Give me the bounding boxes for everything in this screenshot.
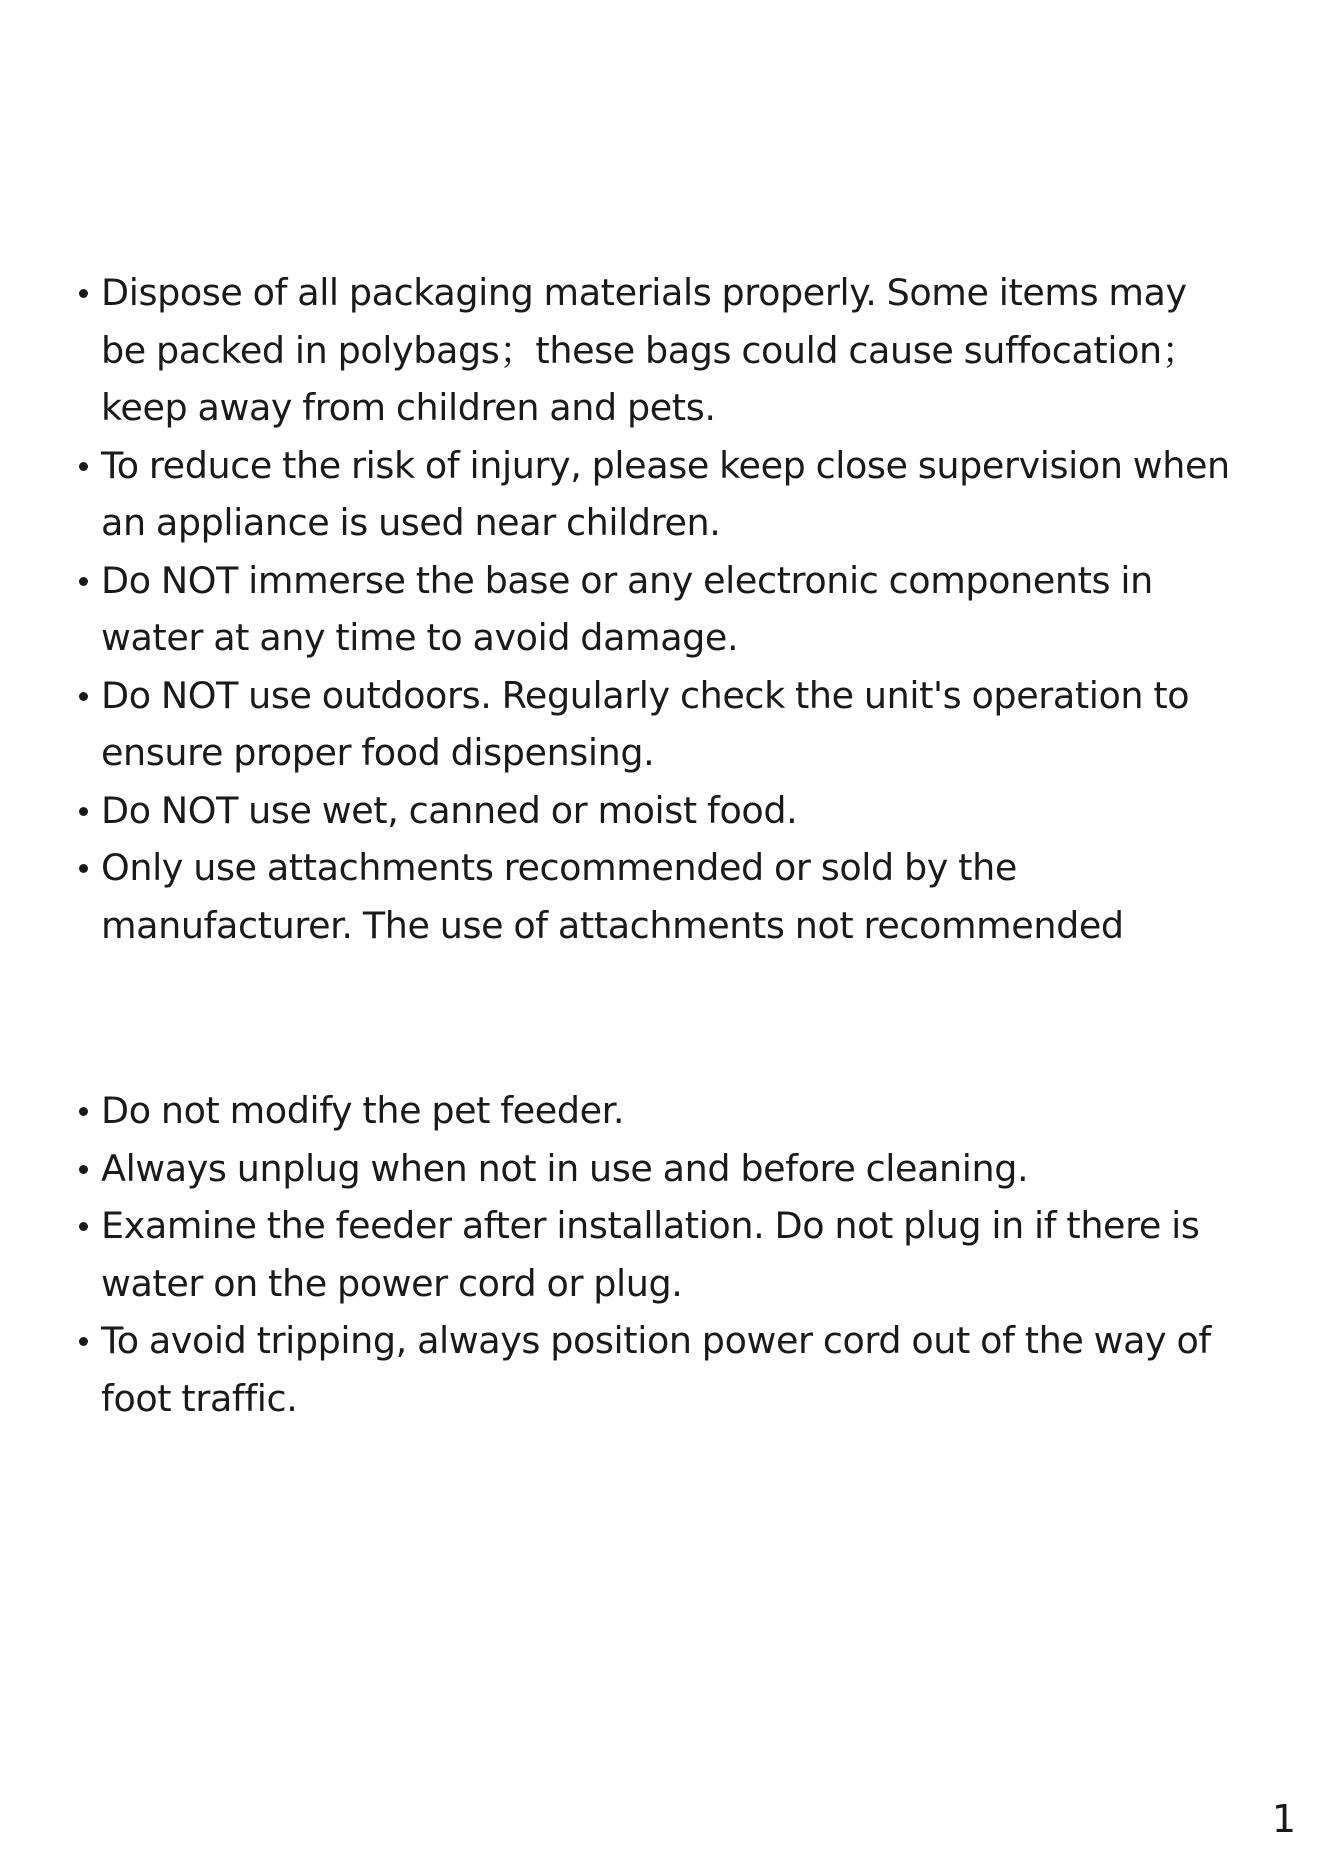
bullet-icon: [79, 692, 88, 701]
bullet-icon: [79, 864, 88, 873]
list-item: [73, 667, 1233, 782]
list-item-text: Always unplug when not in use and before cleaning.: [101, 1146, 1029, 1190]
bullet-icon: [79, 1165, 88, 1174]
list-item-text: Do not modify the pet feeder.: [101, 1089, 625, 1132]
list-item-text: Do NOT use outdoors. Regularly check the unit's operation to ensure proper food dispensing.: [101, 673, 1190, 774]
list-item: [73, 1197, 1233, 1312]
list-item: [73, 437, 1233, 552]
list-item: [73, 1082, 1233, 1140]
list-item: [73, 264, 1233, 437]
list-item-text: Dispose of all packaging materials properly. Some items may be packed in polybags；these bags could cause suffocation；keep away from children and pets.: [101, 271, 1198, 429]
list-item-text: Only use attachments recommended or sold by the manufacturer. The use of attachments not recommended: [101, 846, 1124, 947]
list-item: [73, 1312, 1233, 1427]
list-item-text: Examine the feeder after installation. Do not plug in if there is water on the power cord or plug.: [101, 1204, 1200, 1305]
bullet-icon: [79, 1107, 88, 1116]
list-item-text: Do NOT use wet, canned or moist food.: [101, 788, 798, 832]
bullet-icon: [79, 289, 88, 298]
list-item: [73, 839, 1233, 954]
bullet-icon: [79, 807, 88, 816]
safety-list-bottom: [73, 1082, 1233, 1427]
bullet-icon: [79, 1222, 88, 1231]
list-item-text: Do NOT immerse the base or any electronic components in water at any time to avoid damage.: [101, 558, 1153, 659]
page-number: 1: [1271, 1797, 1296, 1841]
bullet-icon: [79, 577, 88, 586]
bullet-icon: [79, 1337, 88, 1346]
list-item-text: To reduce the risk of injury, please keep close supervision when an appliance is used near children.: [101, 443, 1230, 544]
list-item-text: To avoid tripping, always position power cord out of the way of foot traffic.: [101, 1319, 1211, 1420]
list-item: [73, 782, 1233, 840]
bullet-icon: [79, 462, 88, 471]
list-item: [73, 1140, 1233, 1198]
safety-list-top: [73, 264, 1233, 954]
list-item: [73, 552, 1233, 667]
